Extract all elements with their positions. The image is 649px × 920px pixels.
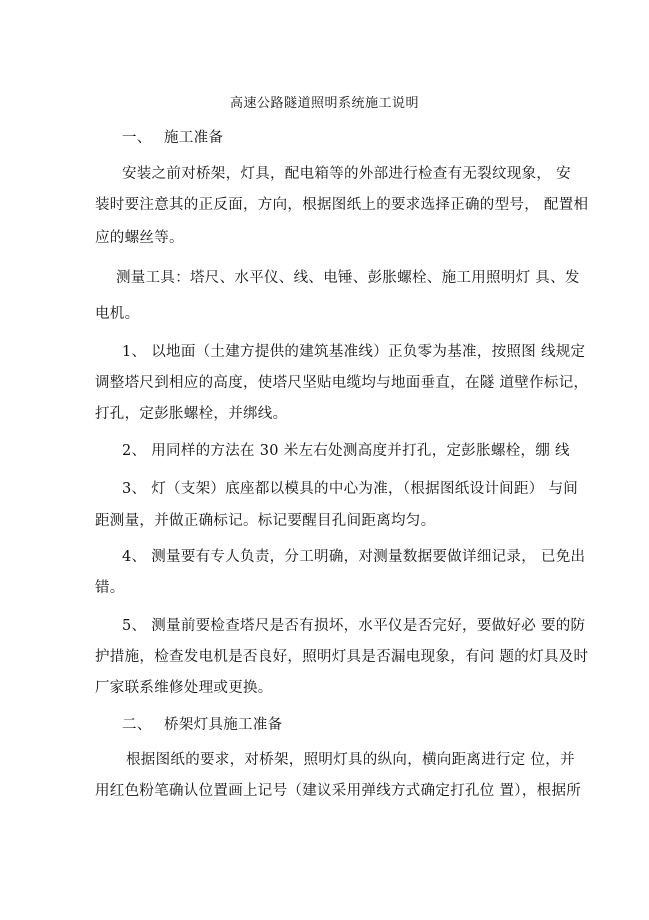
paragraph-line: 安装之前对桥架，灯具，配电箱等的外部进行检查有无裂纹现象， 安 (122, 166, 571, 182)
section-heading-1: 一、 施工准备 (122, 130, 224, 146)
section-heading-2: 二、 桥架灯具施工准备 (122, 717, 283, 733)
paragraph-line: 装时要注意其的正反面，方向，根据图纸上的要求选择正确的型号， 配置相 (95, 197, 589, 213)
document-title: 高速公路隧道照明系统施工说明 (229, 96, 419, 111)
list-item-4: 4、 测量要有专人负责，分工明确，对测量数据要做详细记录， 已免出 (122, 549, 586, 565)
paragraph-line: 测量工具：塔尺、水平仪、线、电锤、彭胀螺栓、施工用照明灯 具、发 (116, 270, 580, 286)
paragraph-line: 厂家联系维修处理或更换。 (95, 680, 273, 696)
paragraph-line: 电机。 (95, 306, 140, 322)
paragraph-line: 打孔，定彭胀螺栓，并绑线。 (95, 406, 288, 422)
list-item-1: 1、 以地面（土建方提供的建筑基准线）正负零为基准，按照图 线规定 (122, 344, 586, 360)
list-item-2: 2、 用同样的方法在 30 米左右处测高度并打孔，定彭胀螺栓，绷 线 (122, 443, 570, 459)
paragraph-line: 错。 (95, 580, 125, 596)
list-item-5: 5、 测量前要检查塔尺是否有损坏，水平仪是否完好，要做好必 要的防 (122, 618, 586, 634)
paragraph-line: 调整塔尺到相应的高度，使塔尺坚贴电缆均与地面垂直，在隧 道壁作标记， (95, 375, 589, 391)
paragraph-line: 距测量，并做正确标记。标记要醒目孔间距离均匀。 (95, 513, 436, 529)
paragraph-line: 根据图纸的要求，对桥架，照明灯具的纵向，横向距离进行定 位，并 (126, 752, 575, 768)
paragraph-line: 应的螺丝等。 (95, 230, 184, 246)
list-item-3: 3、 灯（支架）底座都以模具的中心为准，（根据图纸设计间距） 与间 (122, 481, 579, 497)
paragraph-line: 用红色粉笔确认位置画上记号（建议采用弹线方式确定打孔位 置），根据所 (95, 783, 582, 799)
paragraph-line: 护措施，检查发电机是否良好，照明灯具是否漏电现象，有问 题的灯具及时 (95, 649, 589, 665)
